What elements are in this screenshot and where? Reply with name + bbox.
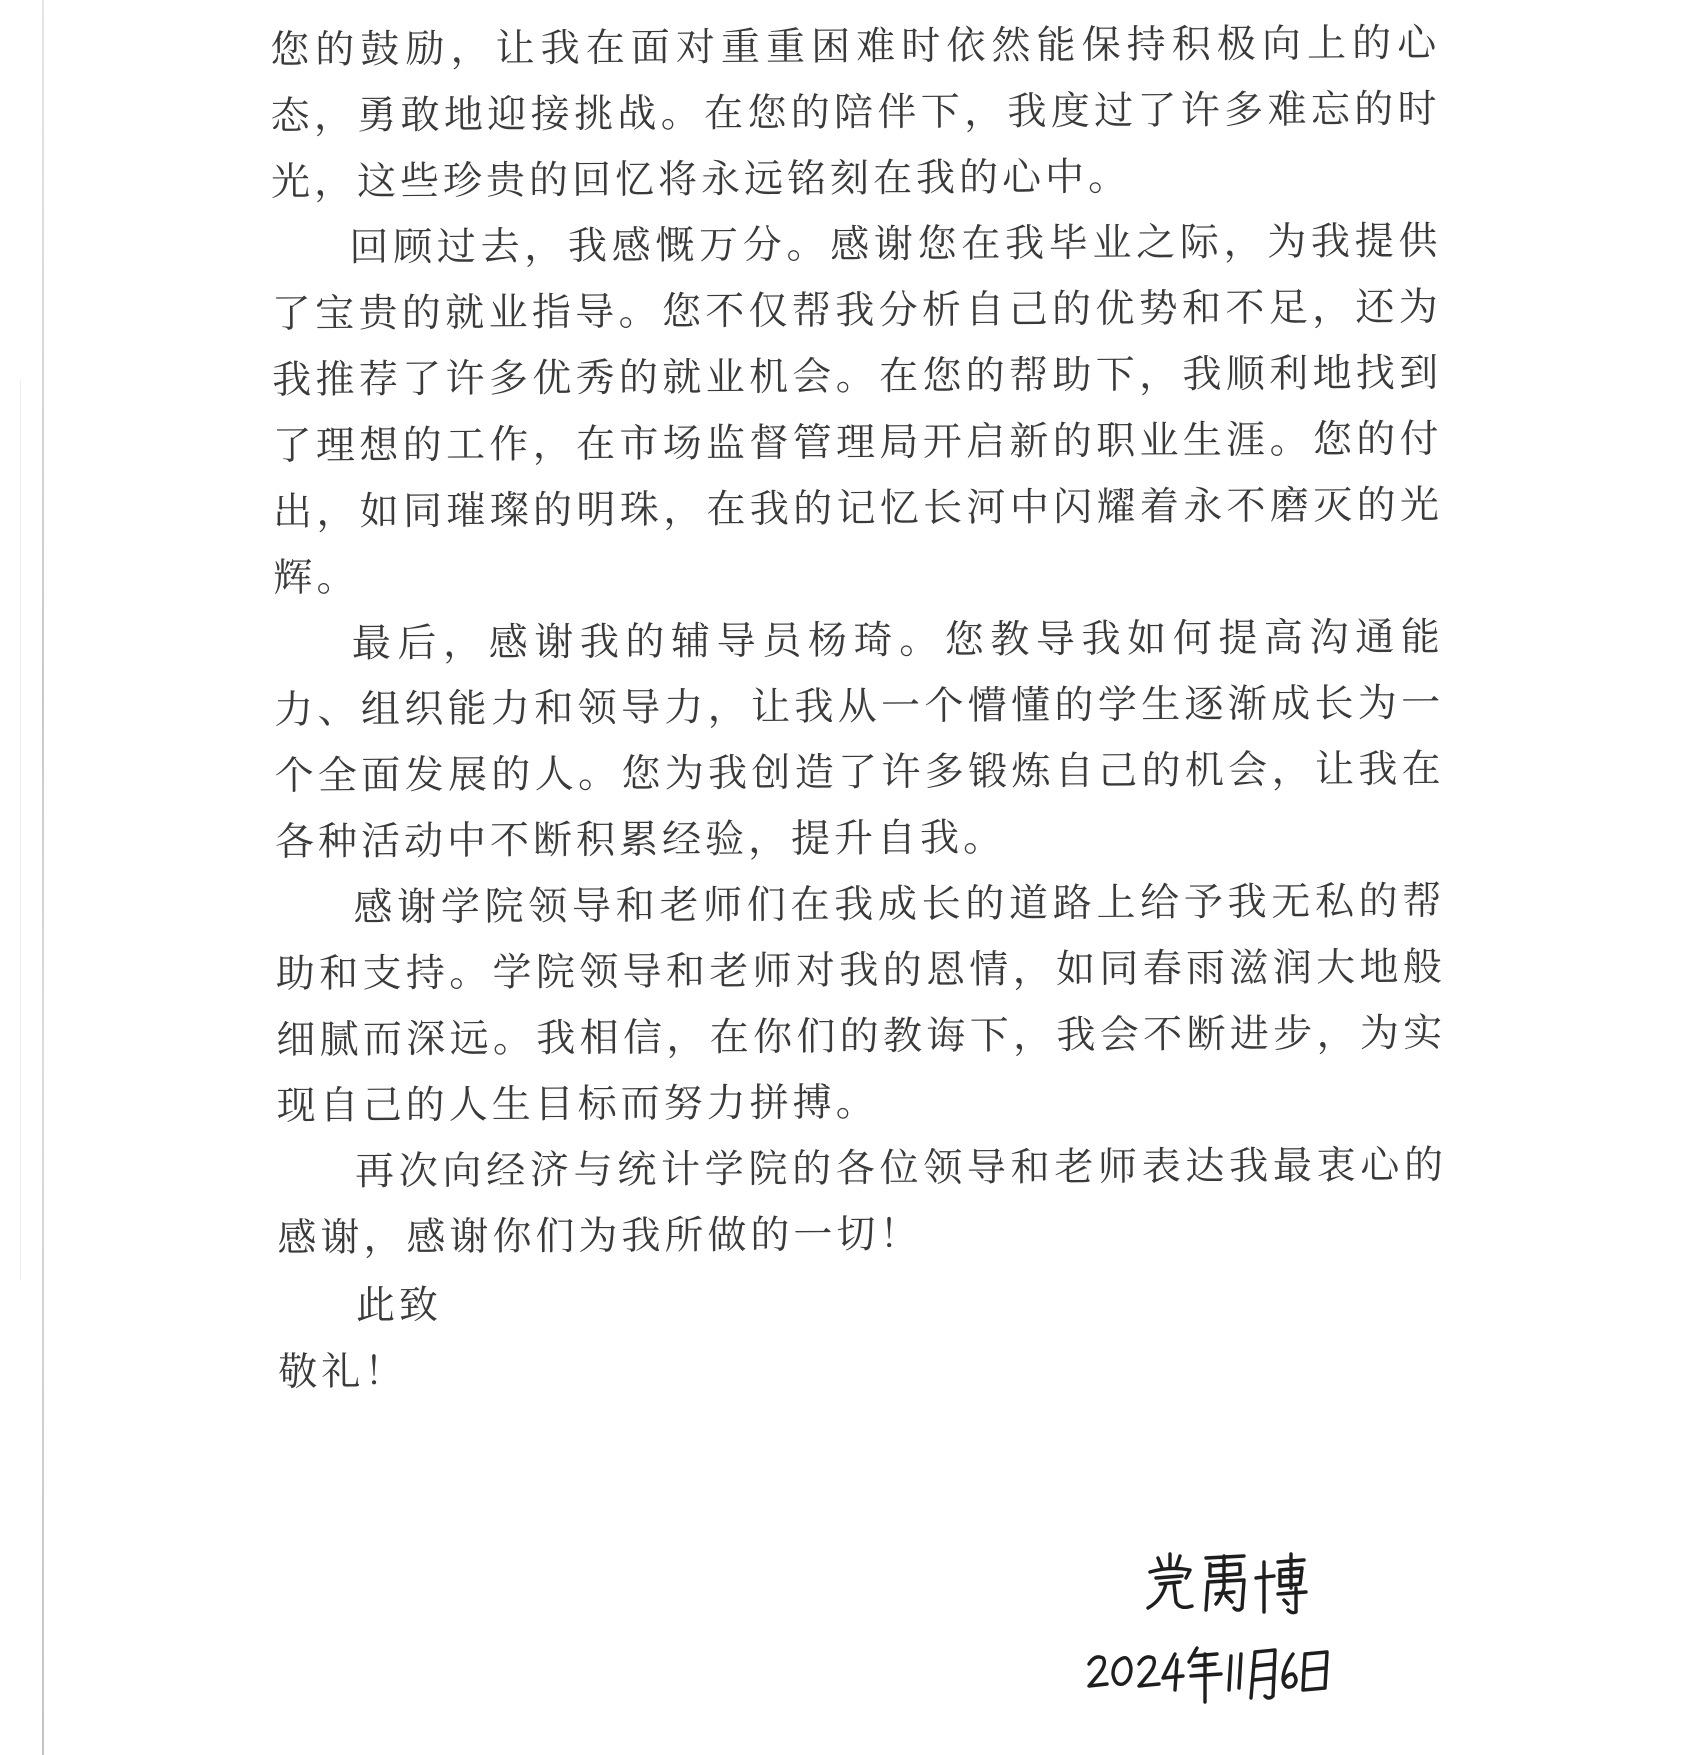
handwritten-signature bbox=[1140, 1548, 1310, 1618]
closing-regards: 敬礼！ bbox=[278, 1349, 408, 1395]
letter-body bbox=[270, 11, 1448, 1406]
handwritten-date bbox=[1075, 1640, 1335, 1710]
letter-paragraph: 最后，感谢我的辅导员杨琦。您教导我如何提高沟通能力、组织能力和领导力，让我从一个懵懂的学生逐渐成长为一个全面发展的人。您为我创造了许多锻炼自己的机会，让我在各种活动中不断积累经验，提升自我。 bbox=[274, 614, 1445, 865]
letter-paragraph: 感谢学院领导和老师们在我成长的道路上给予我无私的帮助和支持。学院领导和老师对我的恩情，如同春雨滋润大地般细腻而深远。我相信，在你们的教诲下，我会不断进步，为实现自己的人生目标而努力拼搏。 bbox=[275, 878, 1447, 1129]
closing-salutation: 此致 bbox=[355, 1282, 443, 1329]
scan-edge-shadow bbox=[20, 380, 21, 1280]
letter-paragraph: 回顾过去，我感慨万分。感谢您在我毕业之际，为我提供了宝贵的就业指导。您不仅帮我分析自己的优势和不足，还为我推荐了许多优秀的就业机会。在您的帮助下，我顺利地找到了理想的工作，在市场监督管理局开启新的职业生涯。您的付出，如同璀璨的明珠，在我的记忆长河中闪耀着永不磨灭的光辉。 bbox=[271, 218, 1444, 601]
letter-paragraph: 再次向经济与统计学院的各位领导和老师表达我最衷心的感谢，感谢你们为我所做的一切！ bbox=[277, 1142, 1448, 1261]
scan-edge-line bbox=[42, 0, 44, 1755]
letter-paragraph: 您的鼓励，让我在面对重重困难时依然能保持积极向上的心态，勇敢地迎接挑战。在您的陪伴下，我度过了许多难忘的时光，这些珍贵的回忆将永远铭刻在我的心中。 bbox=[270, 20, 1441, 205]
